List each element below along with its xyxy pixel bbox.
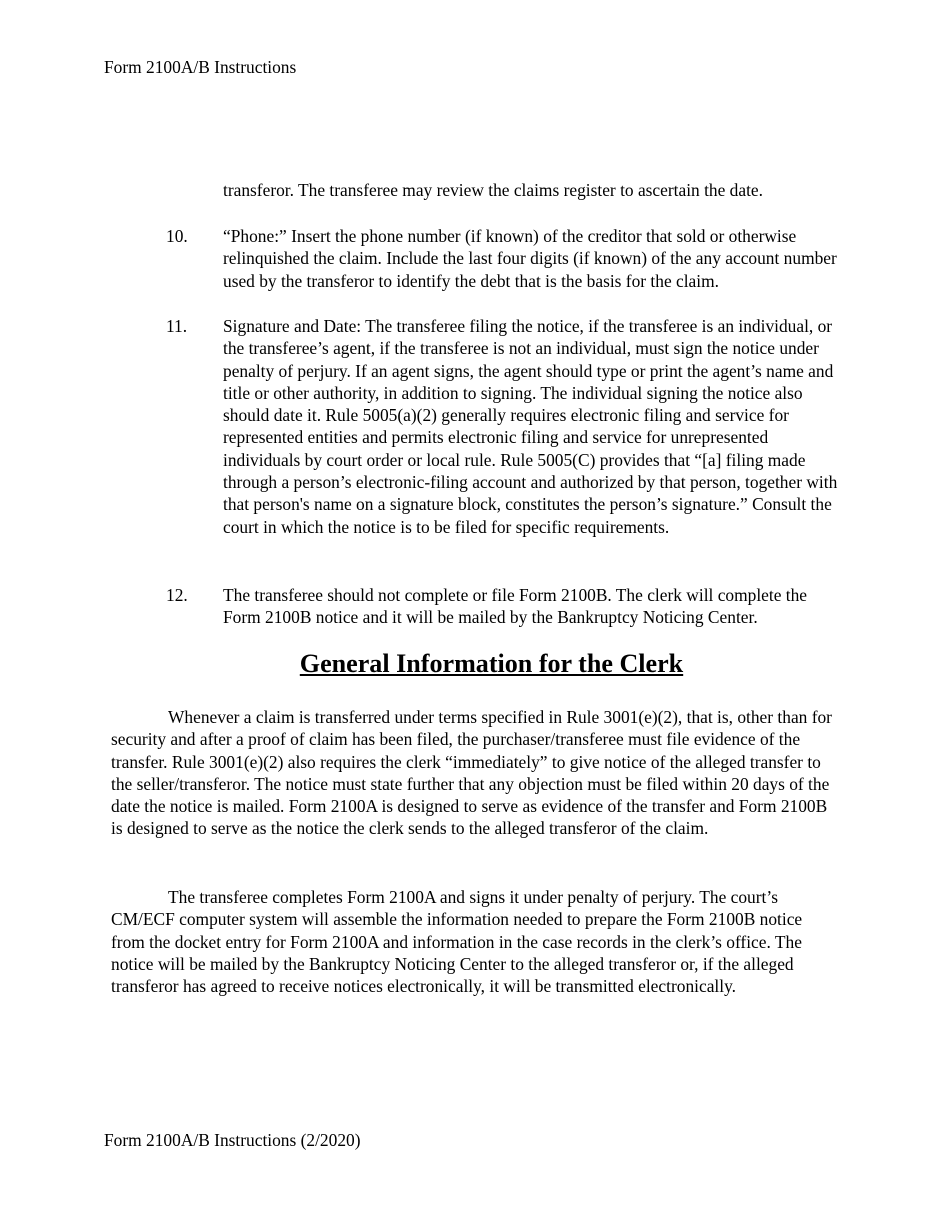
page-footer: Form 2100A/B Instructions (2/2020)	[104, 1130, 361, 1150]
clerk-info-paragraph: Whenever a claim is transferred under terms specified in Rule 3001(e)(2), that is, other than for security and after a proof of claim has been filed, the purchaser/transferee must file evidence of the transfer. Rule 3001(e)(2) also requires the clerk “immediately” to give notice of the alleged transfer to the seller/transferor. The notice must state further that any objection must be filed within 20 days of the date the notice is mailed. Form 2100A is designed to serve as evidence of the transfer and Form 2100B is designed to serve as the notice the clerk sends to the alleged transferor of the claim.	[111, 707, 832, 839]
page-header-title: Form 2100A/B Instructions	[104, 57, 297, 77]
item-text: “Phone:” Insert the phone number (if known) of the creditor that sold or otherwise relinquished the claim. Include the last four digits (if known) of the any account number used by the transferor to identify the debt that is the basis for the claim.	[223, 226, 837, 291]
continuation-text: transferor. The transferee may review the claims register to ascertain the date.	[223, 180, 763, 200]
item-number: 12.	[166, 585, 188, 605]
clerk-info-paragraph: The transferee completes Form 2100A and signs it under penalty of perjury. The court’s CM/ECF computer system will assemble the information needed to prepare the Form 2100B notice from the docket entry for Form 2100A and information in the case records in the clerk’s office. The notice will be mailed by the Bankruptcy Noticing Center to the alleged transferor or, if the alleged transferor has agreed to receive notices electronically, it will be transmitted electronically.	[111, 887, 803, 997]
section-heading: General Information for the Clerk	[299, 649, 684, 678]
item-text: Signature and Date: The transferee filing the notice, if the transferee is an individual, or the transferee’s agent, if the transferee is not an individual, must sign the notice under penalty of perjury. If an agent signs, the agent should type or print the agent’s name and title or other authority, in addition to signing. The individual signing the notice also should date it. Rule 5005(a)(2) generally requires electronic filing and service for represented entities and permits electronic filing and service for unrepresented individuals by court order or local rule. Rule 5005(C) provides that “[a] filing made through a person’s electronic-filing account and authorized by that person, together with that person's name on a signature block, constitutes the person’s signature.” Consult the court in which the notice is to be filed for specific requirements.	[223, 316, 838, 537]
item-text: The transferee should not complete or file Form 2100B. The clerk will complete the Form 2100B notice and it will be mailed by the Bankruptcy Noticing Center.	[223, 585, 808, 628]
item-number: 10.	[166, 226, 188, 246]
item-number: 11.	[166, 316, 188, 336]
